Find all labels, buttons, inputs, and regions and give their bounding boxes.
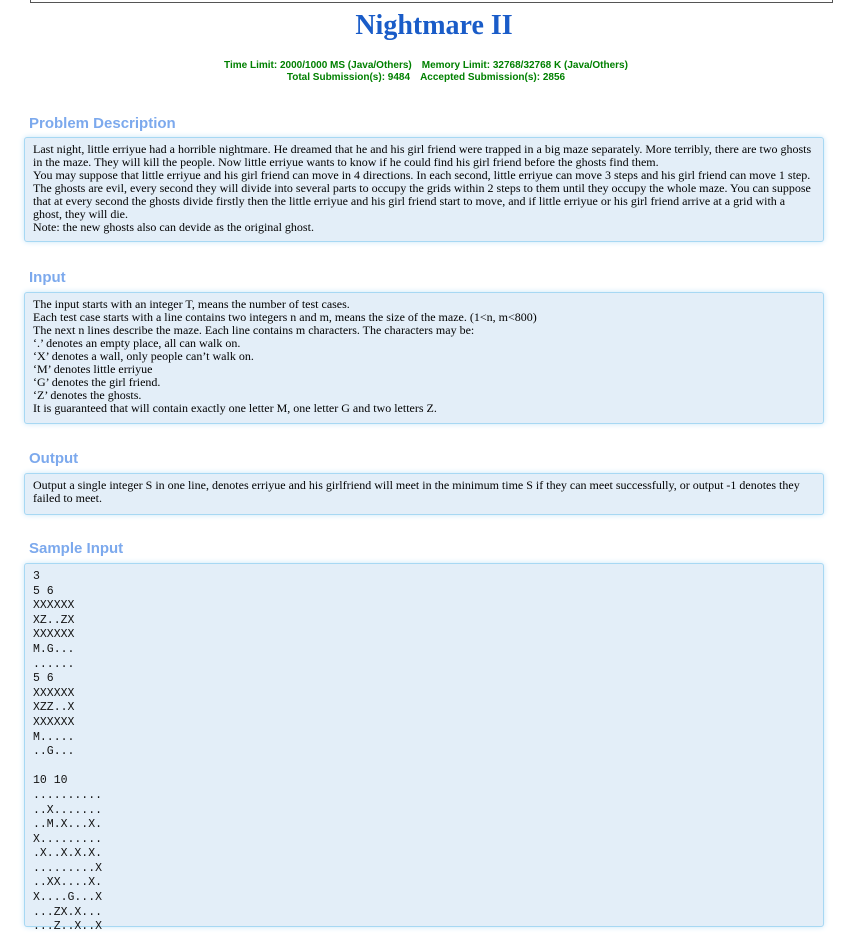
accepted-submissions: Accepted Submission(s): 2856 [420, 72, 566, 83]
input-line: ‘Z’ denotes the ghosts. [33, 388, 142, 402]
sample-input-text: 3 5 6 XXXXXX XZ..ZX XXXXXX M.G... ...... 5 6 XXXXXX XZZ..X XXXXXX M..... ..G... 10 10 .......... ..X....... ..M.X...X. X......... .X..X.X.X. .........X ..XX....X. X....G...X ...ZX.X... ...Z..X..X [33, 570, 103, 934]
total-submissions: Total Submission(s): 9484 [286, 72, 411, 83]
input-line: It is guaranteed that will contain exactly one letter M, one letter G and two letters Z. [33, 401, 437, 415]
section-heading-input: Input [29, 269, 66, 286]
input-line: ‘M’ denotes little erriyue [33, 362, 153, 376]
description-paragraph: Last night, little erriyue had a horrible nightmare. He dreamed that he and his girl friend were trapped in a big maze separately. More terribly, there are two ghosts in the maze. They will kill the people. Now little erriyue wants to know if he could find his girl friend before the ghosts find them. [33, 142, 812, 169]
output-box [24, 473, 824, 515]
section-heading-output: Output [29, 450, 79, 467]
sample-input-box [24, 563, 824, 934]
time-limit: Time Limit: 2000/1000 MS (Java/Others) [224, 60, 412, 71]
description-paragraph: Note: the new ghosts also can devide as the original ghost. [33, 220, 314, 234]
input-line: ‘G’ denotes the girl friend. [33, 375, 161, 389]
problem-limits [0, 60, 852, 84]
description-box [24, 137, 824, 242]
input-box [24, 292, 824, 424]
description-paragraph: You may suppose that little erriyue and his girl friend can move in 4 directions. In each second, little erriyue can move 3 steps and his girl friend can move 1 step. The ghosts are evil, every second they will divide into several parts to occupy the grids within 2 steps to them until they occupy the whole maze. You can suppose that at every second the ghosts divide firstly then the little erriyue and his girl friend start to move, and if little erriyue or his girl friend arrive at a grid with a ghost, they will die. [33, 168, 811, 221]
problem-title: Nightmare II [355, 10, 513, 41]
input-line: ‘.’ denotes an empty place, all can walk on. [33, 336, 241, 350]
input-line: Each test case starts with a line contains two integers n and m, means the size of the maze. (1<n, m<800) [33, 310, 537, 324]
output-text: Output a single integer S in one line, denotes erriyue and his girlfriend will meet in the minimum time S if they can meet successfully, or output -1 denotes they failed to meet. [33, 478, 800, 505]
top-frame-line [30, 0, 833, 3]
input-line: The input starts with an integer T, means the number of test cases. [33, 297, 350, 311]
section-heading-sample-input: Sample Input [29, 540, 124, 557]
input-line: ‘X’ denotes a wall, only people can’t walk on. [33, 349, 254, 363]
section-heading-description: Problem Description [29, 115, 176, 132]
memory-limit: Memory Limit: 32768/32768 K (Java/Others) [421, 60, 628, 71]
input-line: The next n lines describe the maze. Each line contains m characters. The characters may be: [33, 323, 475, 337]
